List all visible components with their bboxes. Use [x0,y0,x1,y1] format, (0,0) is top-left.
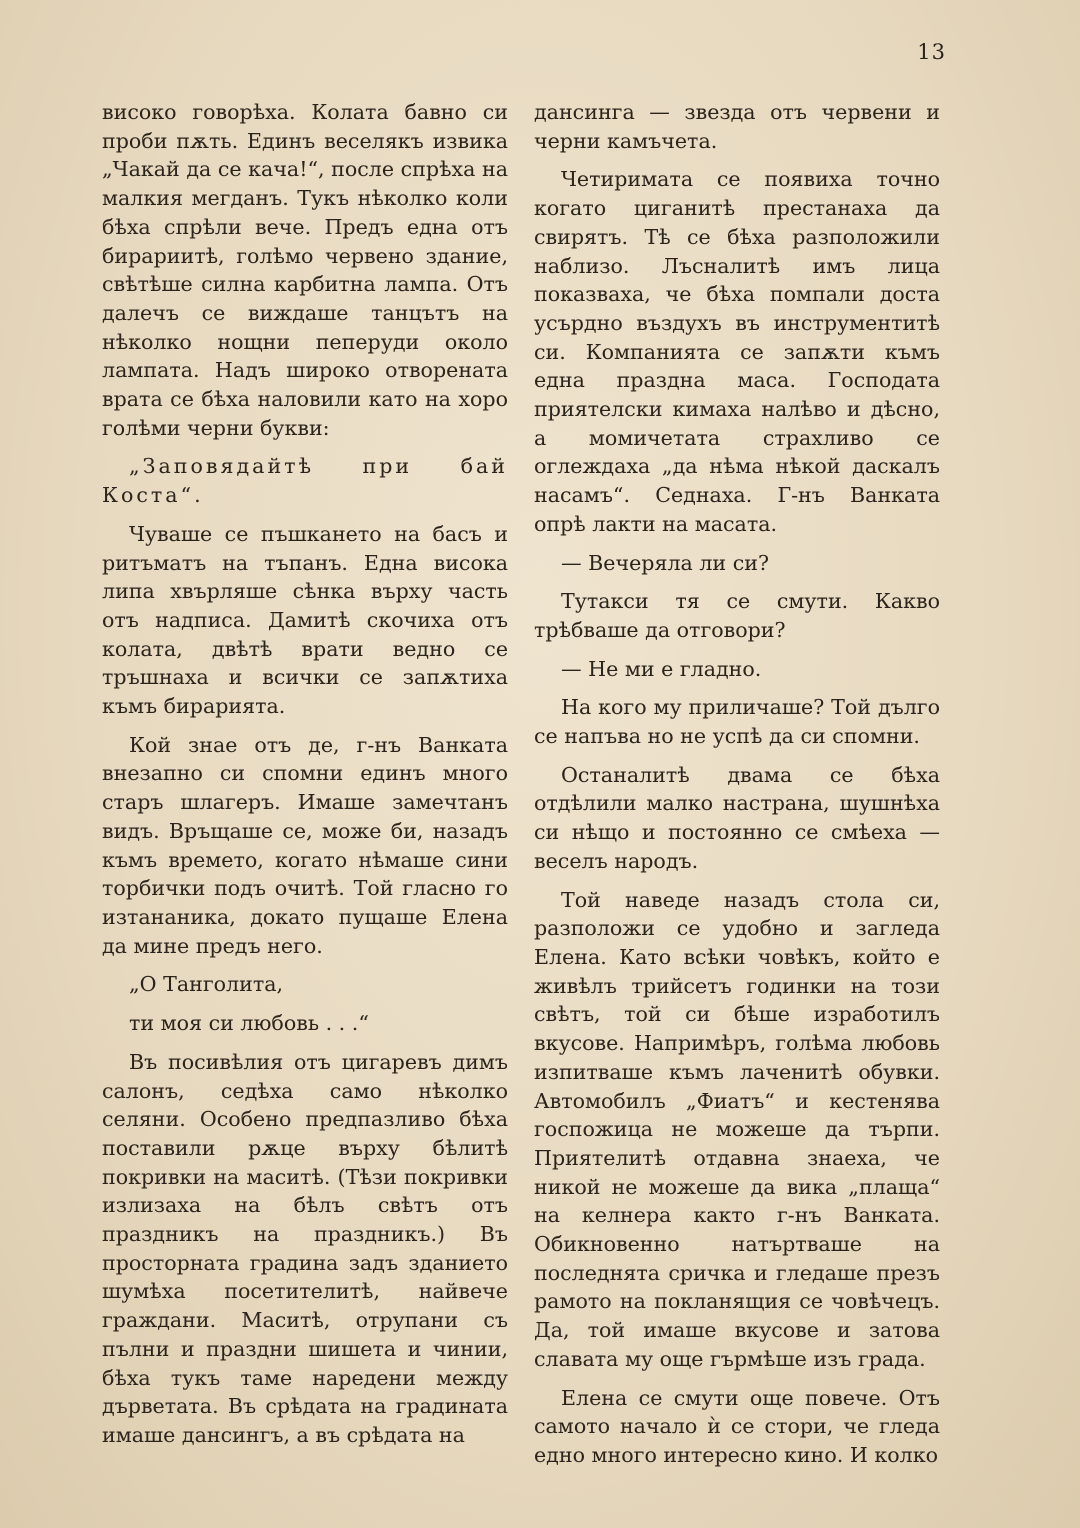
page-number: 13 [917,40,946,64]
left-column [102,98,508,1460]
right-column [534,98,940,1480]
dialogue-line: — Не ми е гладно. [561,656,762,681]
paragraph: Чуваше се пъшкането на басъ и ритъматъ на тъпанъ. Една висока липа хвърляше сѣнка върху часть отъ надписа. Дамитѣ скочиха отъ колата, двѣтѣ врати ведно се тръшнаха и всички се запѫтиха къмъ бирарията. [102,521,508,719]
paragraph: Той наведе назадъ стола си, разположи се удобно и загледа Елена. Като всѣки човѣкъ, който е живѣлъ трийсетъ годинки на този свѣтъ, той си бѣше изработилъ вкусове. Напримѣръ, голѣма любовь изпитваше къмъ лаченитѣ обувки. Автомобилъ „Фиатъ“ и кестенява госпожица не можеше да търпи. Приятелитѣ отдавна знаеха, че никой не можеше да вика „плаща“ на келнера както г-нъ Ванката. Обикновенно натъртваше на последнята сричка и гледаше презъ рамото на покланящия се човѣчецъ. Да, той имаше вкусове и затова славата му още гърмѣше изъ града. [534,887,940,1371]
paragraph: Останалитѣ двама се бѣха отдѣлили малко настрана, шушнѣха си нѣщо и постоянно се смѣеха — веселъ народъ. [534,762,940,873]
paragraph: Въ посивѣлия отъ цигаревъ димъ салонъ, седѣха само нѣколко селяни. Особено предпазливо бѣха поставили рѫце върху бѣлитѣ покривки на маситѣ. (Тѣзи покривки излизаха на бѣлъ свѣтъ отъ праздникъ на праздникъ.) Въ просторната градина задъ зданието шумѣха посетителитѣ, найвече граждани. Маситѣ, отрупани съ пълни и праздни шишета и чинии, бѣха тукъ таме наредени между дърветата. Въ срѣдата на градината имаше дансингъ, а въ срѣдата на [102,1049,508,1447]
paragraph: Четиримата се появиха точно когато циганитѣ престанаха да свирятъ. Тѣ се бѣха разположили наблизо. Лъсналитѣ имъ лица показваха, че бѣха помпали доста усърдно въздухъ въ инструментитѣ си. Компанията се запѫти къмъ една праздна маса. Господата приятелски кимаха налѣво и дѣсно, а момичетата страхливо се оглеждаха „да нѣма нѣкой даскалъ насамъ“. Седнаха. Г-нъ Ванката опрѣ лакти на масата. [534,167,940,536]
paragraph: Елена се смути още повече. Отъ самото начало ѝ се стори, че гледа едно много интересно кино. И колко [534,1385,940,1467]
dialogue-line: — Вечеряла ли си? [561,550,769,575]
sign-text: „Заповядайтѣ при бай Коста“. [102,454,508,508]
paragraph: На кого му приличаше? Той дълго се напъва но не успѣ да си спомни. [534,695,940,749]
paragraph: високо говорѣха. Колата бавно си проби пѫть. Единъ веселякъ извика „Чакай да се кача!“, после спрѣха на малкия мегданъ. Тукъ нѣколко коли бѣха спрѣли вече. Предъ една отъ бирариитѣ, голѣмо червено здание, свѣтѣше силна карбитна лампа. Отъ далечъ се виждаше танцътъ на нѣколко нощни пеперуди около лампата. Надъ широко отворената врата се бѣха наловили като на хоро голѣми черни букви: [102,100,508,440]
song-line: ти моя си любовь . . .“ [129,1011,369,1036]
paragraph: Тутакси тя се смути. Какво трѣбваше да отговори? [534,589,940,642]
paragraph: дансинга — звезда отъ червени и черни камъчета. [534,100,940,153]
song-line: „О Танголита, [129,972,284,997]
paragraph: Кой знае отъ де, г-нъ Ванката внезапно си спомни единъ много старъ шлагеръ. Имаше замечтанъ видъ. Връщаше се, може би, назадъ къмъ времето, когато нѣмаше сини торбички подъ очитѣ. Той гласно го изтананика, докато пущаше Елена да мине предъ него. [102,732,508,958]
